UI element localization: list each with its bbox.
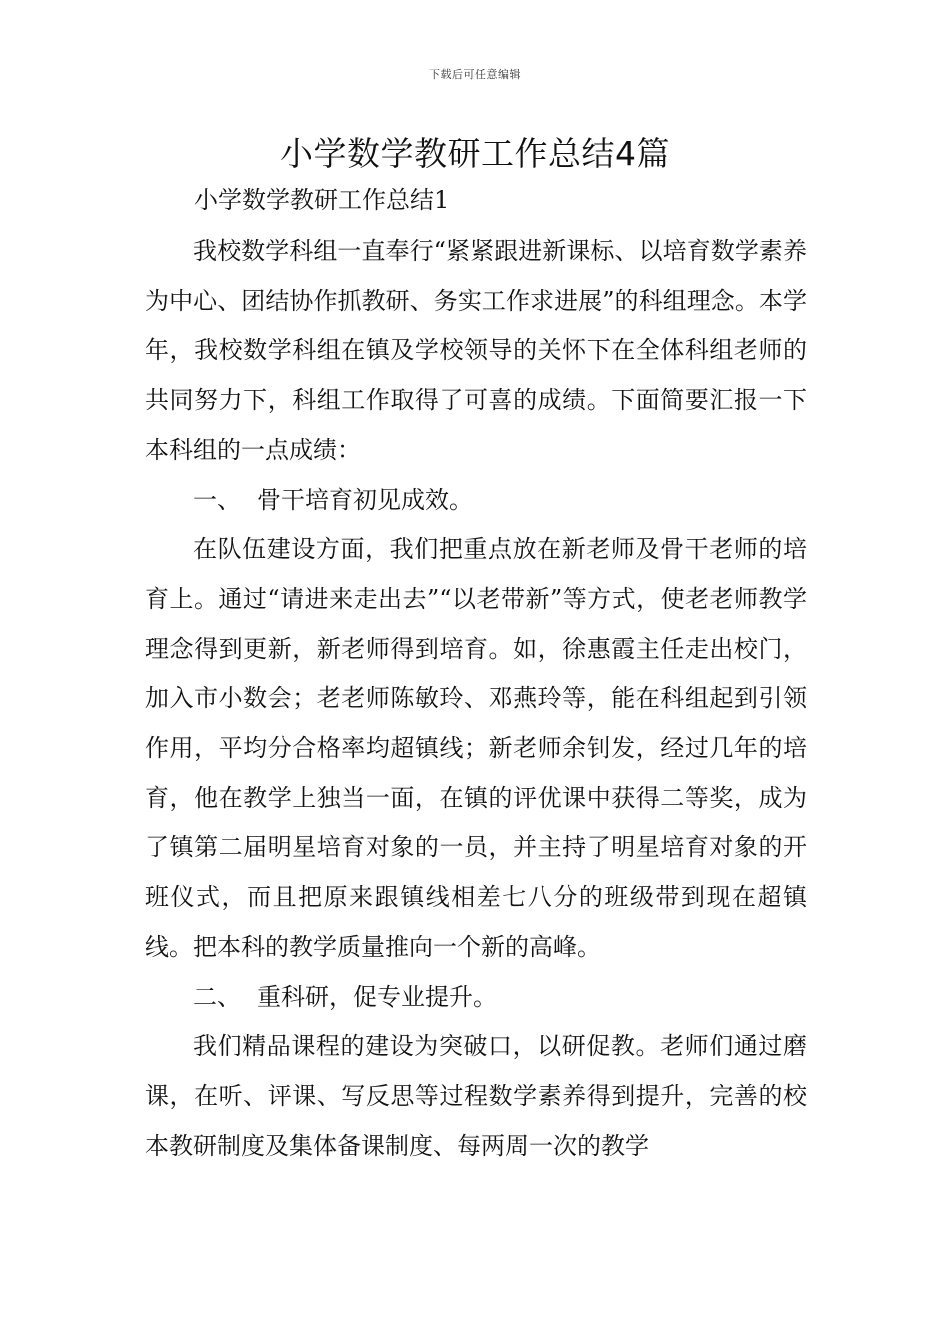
section-title-1: 骨干培育初见成效。 (257, 485, 473, 514)
section-heading-1 (145, 476, 807, 526)
document-subtitle: 小学数学教研工作总结1 (194, 186, 450, 214)
document-body (145, 180, 807, 1171)
header-note: 下载后可任意编辑 (429, 68, 521, 81)
section-title-2: 重科研，促专业提升。 (257, 982, 497, 1011)
paragraph-research: 我们精品课程的建设为突破口，以研促教。老师们通过磨课，在听、评课、写反思等过程数学素养得到提升，完善的校本教研制度及集体备课制度、每两周一次的教学 (145, 1032, 807, 1160)
section-number-2: 二、 (193, 982, 241, 1011)
section-heading-2 (145, 973, 807, 1023)
paragraph-team-building: 在队伍建设方面，我们把重点放在新老师及骨干老师的培育上。通过“请进来走出去”“以老带新”等方式，使老老师教学理念得到更新，新老师得到培育。如，徐惠霞主任走出校门，加入市小数会；老老师陈敏玲、邓燕玲等，能在科组起到引领作用，平均分合格率均超镇线；新老师余钊发，经过几年的培育，他在教学上独当一面，在镇的评优课中获得二等奖，成为了镇第二届明星培育对象的一员，并主持了明星培育对象的开班仪式，而且把原来跟镇线相差七八分的班级带到现在超镇线。把本科的教学质量推向一个新的高峰。 (145, 535, 807, 961)
paragraph-intro: 我校数学科组一直奉行“紧紧跟进新课标、以培育数学素养为中心、团结协作抓教研、务实工作求进展”的科组理念。本学年，我校数学科组在镇及学校领导的关怀下在全体科组老师的共同努力下，科组工作取得了可喜的成绩。下面简要汇报一下本科组的一点成绩： (145, 237, 807, 464)
section-number-1: 一、 (193, 485, 241, 514)
document-title: 小学数学教研工作总结4篇 (280, 134, 670, 173)
